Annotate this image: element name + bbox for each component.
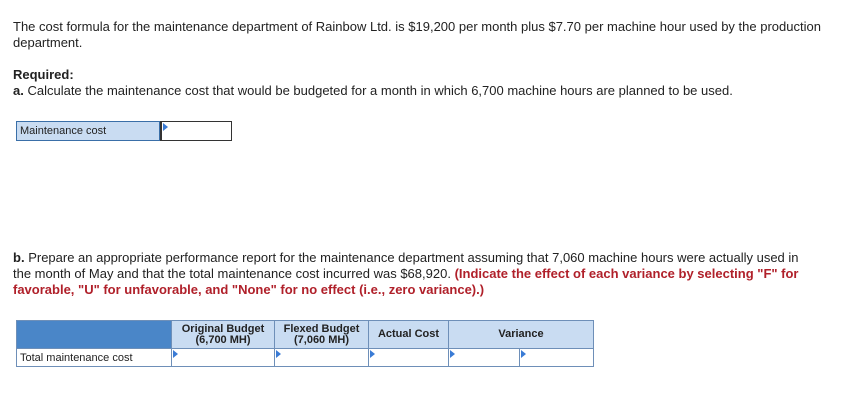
part-b-text: Prepare an appropriate performance report for the maintenance department assuming that 7,060 machine hours were actually used in the month of May and that the total maintenance cost incurred was $68,920. <box>13 250 799 281</box>
header-variance: Variance <box>449 321 594 349</box>
flexed-budget-input[interactable] <box>275 349 368 366</box>
variance-effect-select-cell[interactable] <box>520 349 594 367</box>
required-heading: Required: <box>13 67 74 82</box>
part-b-letter: b. <box>13 250 25 265</box>
header-blank-cell <box>17 321 172 349</box>
header-flexed-budget <box>275 321 369 349</box>
report-header-row <box>17 321 594 349</box>
input-marker-icon <box>276 350 281 358</box>
original-budget-input[interactable] <box>172 349 274 366</box>
flexed-budget-input-cell[interactable] <box>275 349 369 367</box>
header-original-budget-label: Original Budget <box>181 322 265 335</box>
header-original-budget <box>172 321 275 349</box>
header-flexed-budget-sub: (7,060 MH) <box>293 333 350 346</box>
variance-effect-select[interactable] <box>520 349 593 366</box>
part-b-question <box>13 250 813 298</box>
variance-amount-input-cell[interactable] <box>449 349 520 367</box>
input-marker-icon <box>450 350 455 358</box>
maintenance-cost-row <box>16 121 232 141</box>
actual-cost-input-cell[interactable] <box>369 349 449 367</box>
row-label-total-maintenance-cost: Total maintenance cost <box>17 349 172 367</box>
maintenance-cost-input[interactable] <box>160 121 232 141</box>
maintenance-cost-label-cell <box>16 121 160 141</box>
part-a-letter: a. <box>13 83 24 98</box>
original-budget-input-cell[interactable] <box>172 349 275 367</box>
input-marker-icon <box>163 123 168 131</box>
part-a-text: Calculate the maintenance cost that would be budgeted for a month in which 6,700 machine hours are planned to be used. <box>27 83 733 98</box>
header-actual-cost: Actual Cost <box>369 321 449 349</box>
header-original-budget-sub: (6,700 MH) <box>195 333 251 346</box>
performance-report-table <box>16 320 594 367</box>
part-a-question <box>13 83 733 99</box>
maintenance-cost-label: Maintenance cost <box>17 122 159 140</box>
part-b-instruction: (Indicate the effect of each variance by selecting "F" for favorable, "U" for unfavorable, and "None" for no effect (i.e., zero variance).) <box>13 266 799 297</box>
problem-intro: The cost formula for the maintenance department of Rainbow Ltd. is $19,200 per month plus $7.70 per machine hour used by the production department. <box>13 19 821 50</box>
table-row <box>17 349 594 367</box>
actual-cost-input[interactable] <box>369 349 448 366</box>
input-marker-icon <box>521 350 526 358</box>
input-marker-icon <box>370 350 375 358</box>
variance-amount-input[interactable] <box>449 349 519 366</box>
header-flexed-budget-label: Flexed Budget <box>283 322 360 335</box>
input-marker-icon <box>173 350 178 358</box>
